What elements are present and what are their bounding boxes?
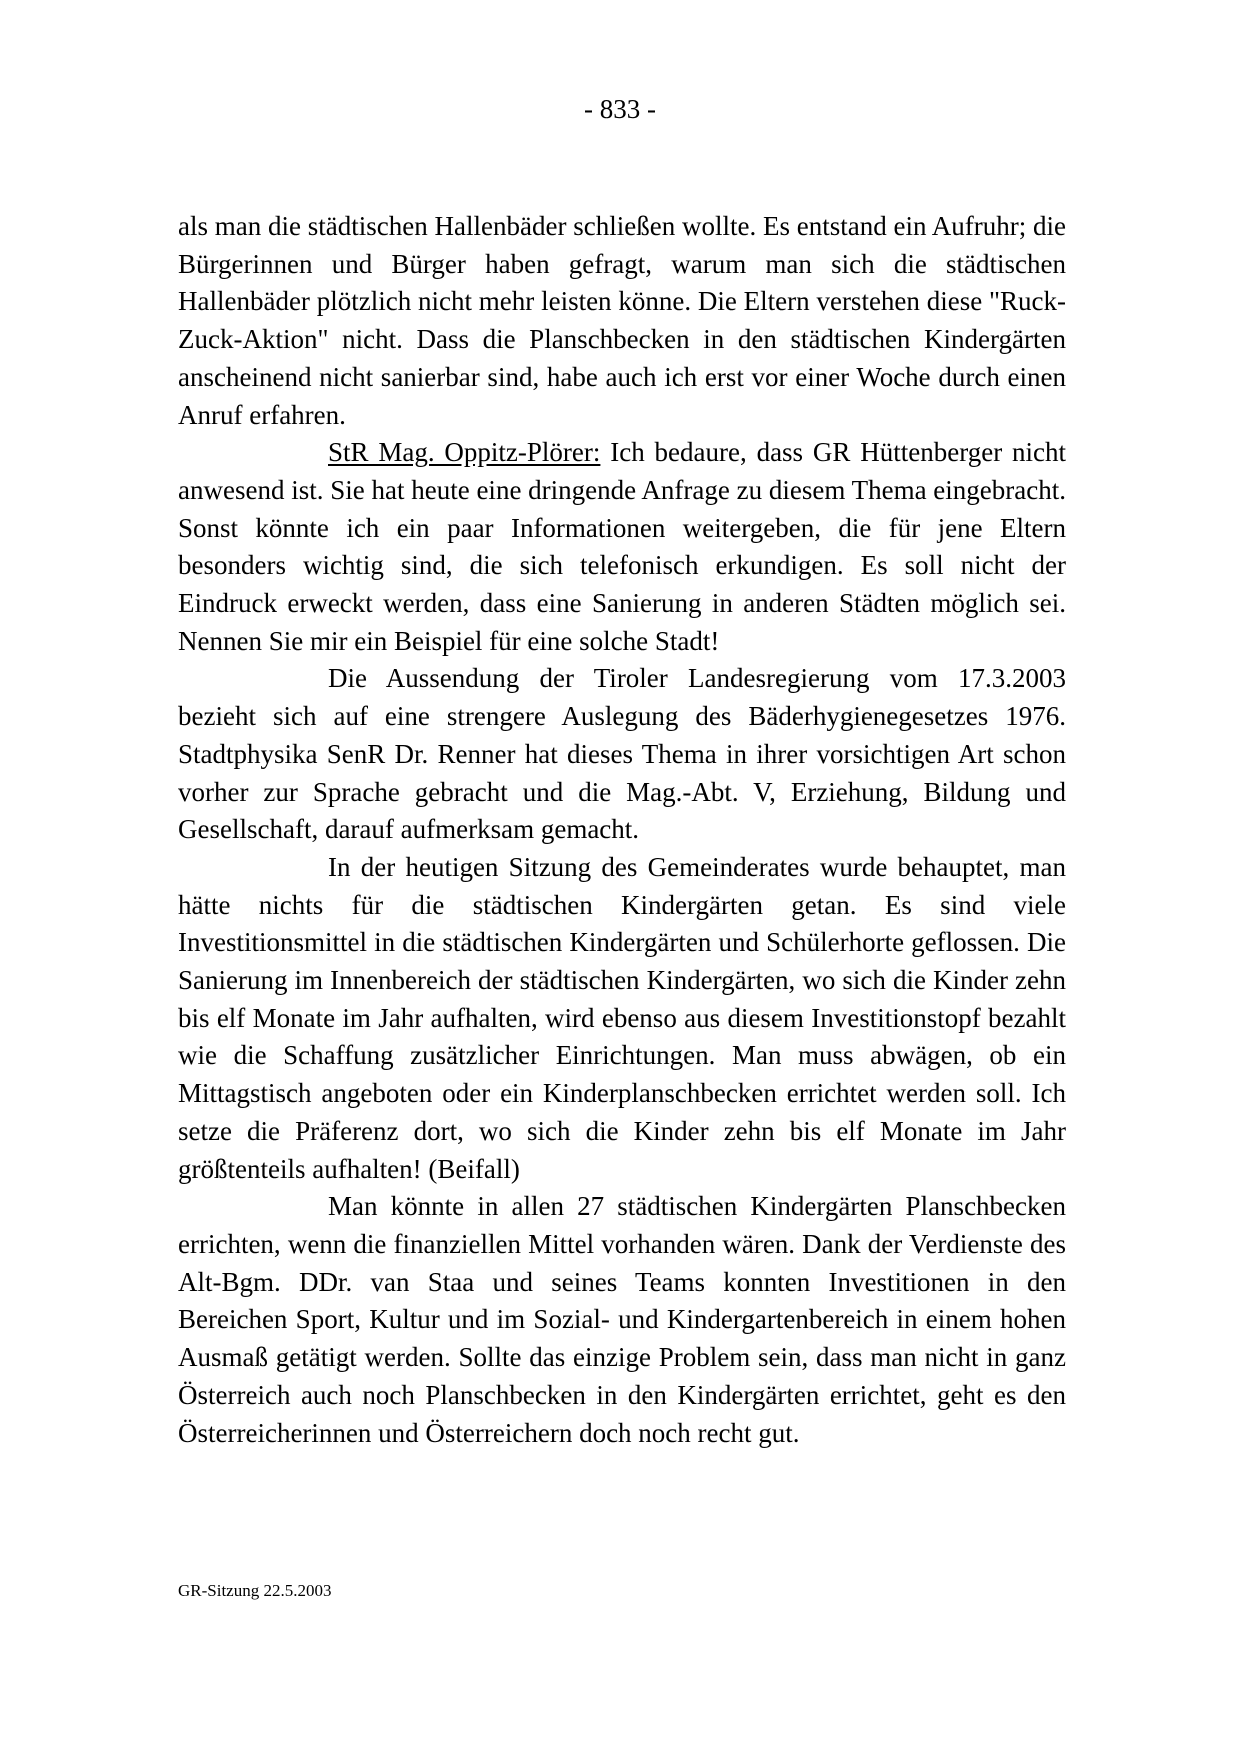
paragraph-4 (178, 849, 1066, 1188)
paragraph-1 (178, 208, 1066, 434)
paragraph-4-text: In der heutigen Sitzung des Gemeinderates wurde behauptet, man hätte nichts für die städtischen Kindergärten getan. Es sind viele Investitionsmittel in die städtischen Kindergärten und Schülerhorte geflossen. Die Sanierung im Innenbereich der städtischen Kindergärten, wo sich die Kinder zehn bis elf Monate im Jahr aufhalten, wird ebenso aus diesem Investitionstopf bezahlt wie die Schaffung zusätzlicher Einrichtungen. Man muss abwägen, ob ein Mittagstisch angeboten oder ein Kinderplanschbecken errichtet werden soll. Ich setze die Präferenz dort, wo sich die Kinder zehn bis elf Monate im Jahr größtenteils aufhalten! (Beifall) (178, 851, 1066, 1184)
paragraph-2 (178, 434, 1066, 660)
page-number: - 833 - (584, 94, 656, 124)
document-body (178, 208, 1066, 1452)
speaker-name: StR Mag. Oppitz-Plörer: (328, 437, 601, 468)
footer-session-date: GR-Sitzung 22.5.2003 (178, 1581, 332, 1600)
paragraph-5-text: Man könnte in allen 27 städtischen Kindergärten Planschbecken errichten, wenn die finanziellen Mittel vorhanden wären. Dank der Verdienste des Alt-Bgm. DDr. van Staa und seines Teams konnten Investitionen in den Bereichen Sport, Kultur und im Sozial- und Kindergartenbereich in einem hohen Ausmaß getätigt werden. Sollte das einzige Problem sein, dass man nicht in ganz Österreich auch noch Planschbecken in den Kindergärten errichtet, geht es den Österreicherinnen und Österreichern doch noch recht gut. (178, 1191, 1066, 1448)
paragraph-1-text: als man die städtischen Hallenbäder schließen wollte. Es entstand ein Aufruhr; die Bürgerinnen und Bürger haben gefragt, warum man sich die städtischen Hallenbäder plötzlich nicht mehr leisten könne. Die Eltern verstehen diese "Ruck-Zuck-Aktion" nicht. Dass die Planschbecken in den städtischen Kindergärten anscheinend nicht sanierbar sind, habe auch ich erst vor einer Woche durch einen Anruf erfahren. (178, 211, 1066, 430)
paragraph-3 (178, 660, 1066, 849)
paragraph-5 (178, 1188, 1066, 1452)
paragraph-3-text: Die Aussendung der Tiroler Landesregierung vom 17.3.2003 bezieht sich auf eine strengere Auslegung des Bäderhygienegesetzes 1976. Stadtphysika SenR Dr. Renner hat dieses Thema in ihrer vorsichtigen Art schon vorher zur Sprache gebracht und die Mag.-Abt. V, Erziehung, Bildung und Gesellschaft, darauf aufmerksam gemacht. (178, 663, 1066, 845)
paragraph-2-text: Ich bedaure, dass GR Hüttenberger nicht anwesend ist. Sie hat heute eine dringende Anfrage zu diesem Thema eingebracht. Sonst könnte ich ein paar Informationen weitergeben, die für jene Eltern besonders wichtig sind, die sich telefonisch erkundigen. Es soll nicht der Eindruck erweckt werden, dass eine Sanierung in anderen Städten möglich sei. Nennen Sie mir ein Beispiel für eine solche Stadt! (178, 437, 1067, 656)
